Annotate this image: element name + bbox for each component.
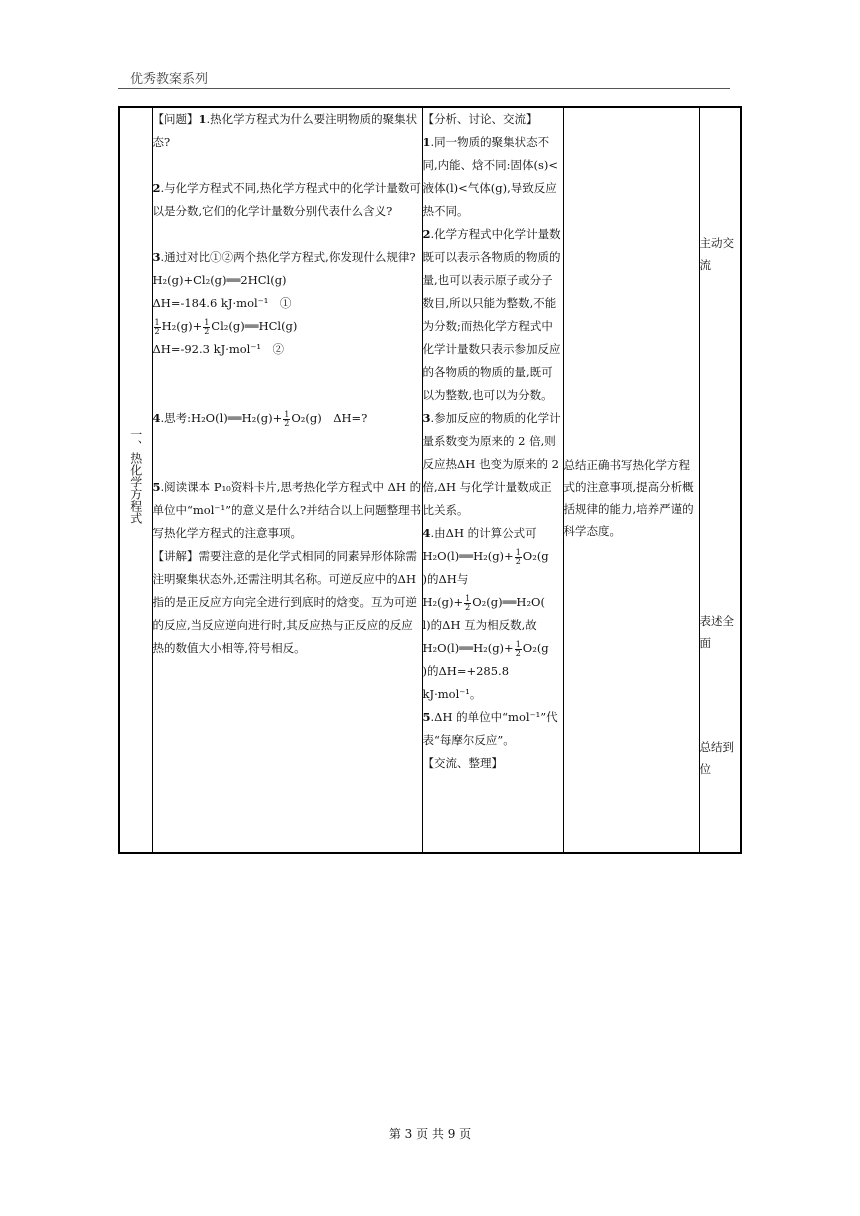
- question-2: [153, 177, 422, 223]
- q1-number: 1: [198, 112, 207, 126]
- question-1: [153, 108, 422, 154]
- method-2: 表述全面: [699, 614, 734, 650]
- fraction: $\frac{1}{2}$: [154, 317, 160, 336]
- section-label: 一、热化学方程式: [128, 428, 143, 524]
- answer-1: 1.同一物质的聚集状态不同,内能、焓不同:固体(s)<液体(l)<气体(g),导致反应热不同。: [422, 135, 559, 218]
- q5-text: .阅读课本 P₁₀资料卡片,思考热化学方程式中 ΔH 的单位中“mol⁻¹”的意义是什么?并结合以上问题整理书写热化学方程式的注意事项。: [152, 480, 422, 540]
- header-divider: [118, 88, 730, 89]
- page-footer: 第 3 页 共 9 页: [388, 1127, 472, 1141]
- student-activity-cell: [422, 107, 563, 853]
- answer-2: 2.化学方程式中化学计量数既可以表示各物质的物质的量,也可以表示原子或分子数目,所以只能为整数,不能为分数;而热化学方程式中化学计量数只表示参加反应的各物质的物质的量,既可以为整数,也可以为分数。: [422, 227, 561, 402]
- q3-number: 3: [152, 250, 161, 264]
- equation-2: $\frac{1}{2}$ H₂(g)+ $\frac{1}{2}$ Cl₂(g)══HCl(g): [154, 317, 298, 336]
- header-series: 优秀教案系列: [130, 72, 209, 87]
- equation-1: H₂(g)+Cl₂(g)══2HCl(g): [152, 273, 287, 287]
- answer-4: 4.由ΔH 的计算公式可 H₂O(l)══H₂(g)+ $\frac{1}{2}$ O₂(g )的ΔH与 H₂(g)+ $\frac{1}{2}$ O₂(g)══H₂O( l)的ΔH 互为相反数,故 H₂O(l)══H₂(g)+ $\frac{1}{2}$ O₂(g )的ΔH=+285.8 kJ·mol⁻¹。: [422, 526, 549, 701]
- design-intent-cell: [563, 107, 699, 853]
- question-3: [153, 246, 422, 269]
- q5-number: 5: [152, 480, 161, 494]
- fraction: $\frac{1}{2}$: [204, 317, 210, 336]
- question-5: [153, 476, 422, 545]
- question-tag: 【问题】: [152, 112, 199, 126]
- fraction: $\frac{1}{2}$: [465, 593, 471, 612]
- method-cell: [699, 107, 741, 853]
- discussion-tag: 【分析、讨论、交流】: [422, 112, 538, 126]
- fraction: $\frac{1}{2}$: [515, 547, 521, 566]
- method-1: 主动交流: [699, 236, 734, 272]
- question-4: 4.思考:H₂O(l)══H₂(g)+ $\frac{1}{2}$ O₂(g) ΔH=?: [152, 409, 368, 428]
- fraction: $\frac{1}{2}$: [284, 409, 290, 428]
- method-3: 总结到位: [699, 740, 734, 776]
- fraction: $\frac{1}{2}$: [515, 639, 521, 658]
- section-cell: [119, 107, 152, 853]
- q1-text: .热化学方程式为什么要注明物质的聚集状态?: [152, 112, 418, 149]
- equation-2-dh: ΔH=-92.3 kJ·mol⁻¹ ②: [152, 342, 285, 356]
- teacher-activity-cell: [152, 107, 422, 853]
- design-intent-text: 总结正确书写热化学方程式的注意事项,提高分析概括规律的能力,培养严谨的科学态度。: [563, 458, 694, 538]
- answer-3: 3.参加反应的物质的化学计量系数变为原来的 2 倍,则反应热ΔH 也变为原来的 2 倍,ΔH 与化学计量数成正比关系。: [422, 411, 561, 517]
- q3-text: .通过对比①②两个热化学方程式,你发现什么规律?: [160, 250, 416, 264]
- q2-number: 2: [152, 181, 161, 195]
- equation-1-dh: ΔH=-184.6 kJ·mol⁻¹ ①: [152, 296, 292, 310]
- summary-tag: 【交流、整理】: [422, 756, 503, 770]
- q2-text: .与化学方程式不同,热化学方程式中的化学计量数可以是分数,它们的化学计量数分别代表什么含义?: [152, 181, 421, 218]
- lecture: [153, 545, 422, 660]
- lesson-table: [118, 106, 742, 854]
- q4-number: 4: [152, 411, 161, 425]
- lecture-text: 需要注意的是化学式相同的同素异形体除需注明聚集状态外,还需注明其名称。可逆反应中的ΔH 指的是正反应方向完全进行到底时的焓变。互为可逆的反应,当反应逆向进行时,其反应热与正反应的反应热的数值大小相等,符号相反。: [152, 549, 417, 655]
- answer-5: 5.ΔH 的单位中“mol⁻¹”代表“每摩尔反应”。: [422, 710, 558, 747]
- lecture-tag: 【讲解】: [152, 549, 199, 563]
